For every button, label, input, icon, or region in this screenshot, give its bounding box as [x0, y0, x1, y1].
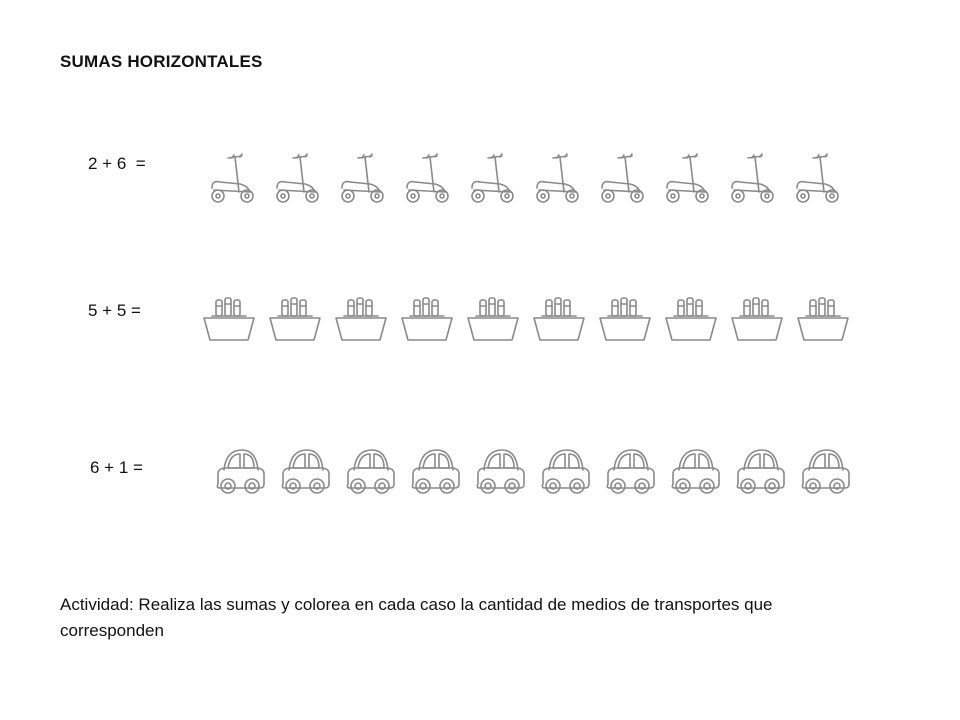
boat-icon: [728, 282, 786, 344]
scooter-icon: [791, 150, 843, 208]
boat-icon: [464, 282, 522, 344]
boat-icon: [398, 282, 456, 344]
equation-boats: 5 + 5 =: [88, 301, 141, 320]
equation-cars: 6 + 1 =: [90, 458, 143, 477]
scooter-icon: [401, 150, 453, 208]
boat-icon: [662, 282, 720, 344]
scooter-icon: [531, 150, 583, 208]
car-icon: [732, 440, 786, 498]
worksheet-title: SUMAS HORIZONTALES: [60, 52, 263, 71]
boat-icon: [530, 282, 588, 344]
scooter-icon: [466, 150, 518, 208]
scooter-icon: [271, 150, 323, 208]
scooter-icon: [596, 150, 648, 208]
car-icon: [342, 440, 396, 498]
car-icon: [212, 440, 266, 498]
car-icon: [667, 440, 721, 498]
car-row: [212, 440, 862, 498]
car-icon: [472, 440, 526, 498]
boat-icon: [200, 282, 258, 344]
boat-icon: [332, 282, 390, 344]
car-icon: [537, 440, 591, 498]
scooter-row: [206, 150, 856, 208]
boat-row: [200, 282, 860, 344]
activity-instructions: Actividad: Realiza las sumas y colorea en cada caso la cantidad de medios de transportes que corresponden: [60, 595, 773, 640]
car-icon: [407, 440, 461, 498]
boat-icon: [266, 282, 324, 344]
boat-icon: [596, 282, 654, 344]
car-icon: [797, 440, 851, 498]
scooter-icon: [206, 150, 258, 208]
scooter-icon: [726, 150, 778, 208]
car-icon: [602, 440, 656, 498]
car-icon: [277, 440, 331, 498]
scooter-icon: [661, 150, 713, 208]
equation-scooters: 2 + 6 =: [88, 154, 146, 173]
boat-icon: [794, 282, 852, 344]
scooter-icon: [336, 150, 388, 208]
